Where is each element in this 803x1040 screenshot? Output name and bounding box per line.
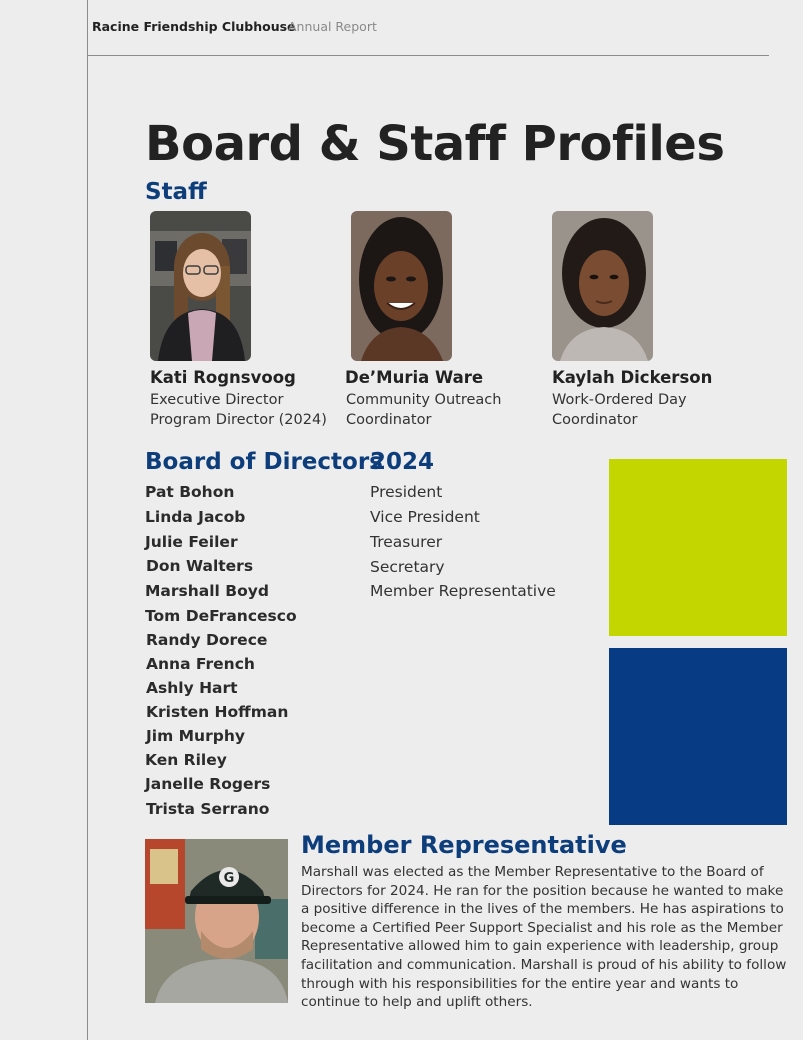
staff-photo-demuria [351,211,452,361]
board-member-name: Ken Riley [145,751,227,769]
board-member-name: Randy Dorece [146,631,268,649]
board-member-name: Pat Bohon [145,483,235,501]
staff-role-1a: Executive Director [150,392,284,408]
board-office: Secretary [370,558,445,576]
staff-name-2: De’Muria Ware [345,368,484,387]
staff-photo-kaylah [552,211,653,361]
board-office: President [370,483,443,501]
board-year: 2024 [370,449,435,475]
staff-name-1: Kati Rognsvoog [150,368,296,387]
svg-text:G: G [223,871,235,886]
decorative-green-block [609,459,787,636]
page-title: Board & Staff Profiles [145,116,725,172]
margin-rule [87,0,88,1040]
staff-role-1b: Program Director (2024) [150,412,327,428]
board-member-name: Tom DeFrancesco [145,607,297,625]
board-heading: Board of Directors [145,449,383,475]
board-member-name: Ashly Hart [146,679,238,697]
board-office: Member Representative [370,582,556,600]
staff-name-3: Kaylah Dickerson [552,368,713,387]
staff-role-2a: Community Outreach [346,392,502,408]
board-member-name: Trista Serrano [146,800,270,818]
board-office: Vice President [370,508,480,526]
staff-role-3b: Coordinator [552,412,638,428]
board-member-name: Marshall Boyd [145,582,269,600]
member-rep-photo [145,839,288,1003]
member-rep-heading: Member Representative [301,831,627,859]
header-rule [87,55,769,56]
board-member-name: Kristen Hoffman [146,703,289,721]
staff-role-3a: Work-Ordered Day [552,392,687,408]
staff-heading: Staff [145,179,207,205]
org-name: Racine Friendship Clubhouse [92,19,296,34]
staff-role-2b: Coordinator [346,412,432,428]
board-member-name: Linda Jacob [145,508,246,526]
board-member-name: Jim Murphy [146,727,245,745]
board-office: Treasurer [370,533,443,551]
staff-photo-kati [150,211,251,361]
board-member-name: Julie Feiler [145,533,238,551]
doc-type: Annual Report [288,19,377,34]
member-rep-bio: Marshall was elected as the Member Representative to the Board of Directors for 2024. He ran for the position because he wanted to make a positive difference in the lives of the members. He has aspirations to become a Certified Peer Support Specialist and his role as the Member Representative allowed him to gain experience with leadership, group facilitation and communication. Marshall is proud of his ability to follow through with his responsibilities for the entire year and wants to continue to help and uplift others. [301,864,787,1011]
decorative-navy-block [609,648,787,825]
board-member-name: Janelle Rogers [145,775,271,793]
board-member-name: Anna French [146,655,255,673]
board-member-name: Don Walters [146,557,254,575]
